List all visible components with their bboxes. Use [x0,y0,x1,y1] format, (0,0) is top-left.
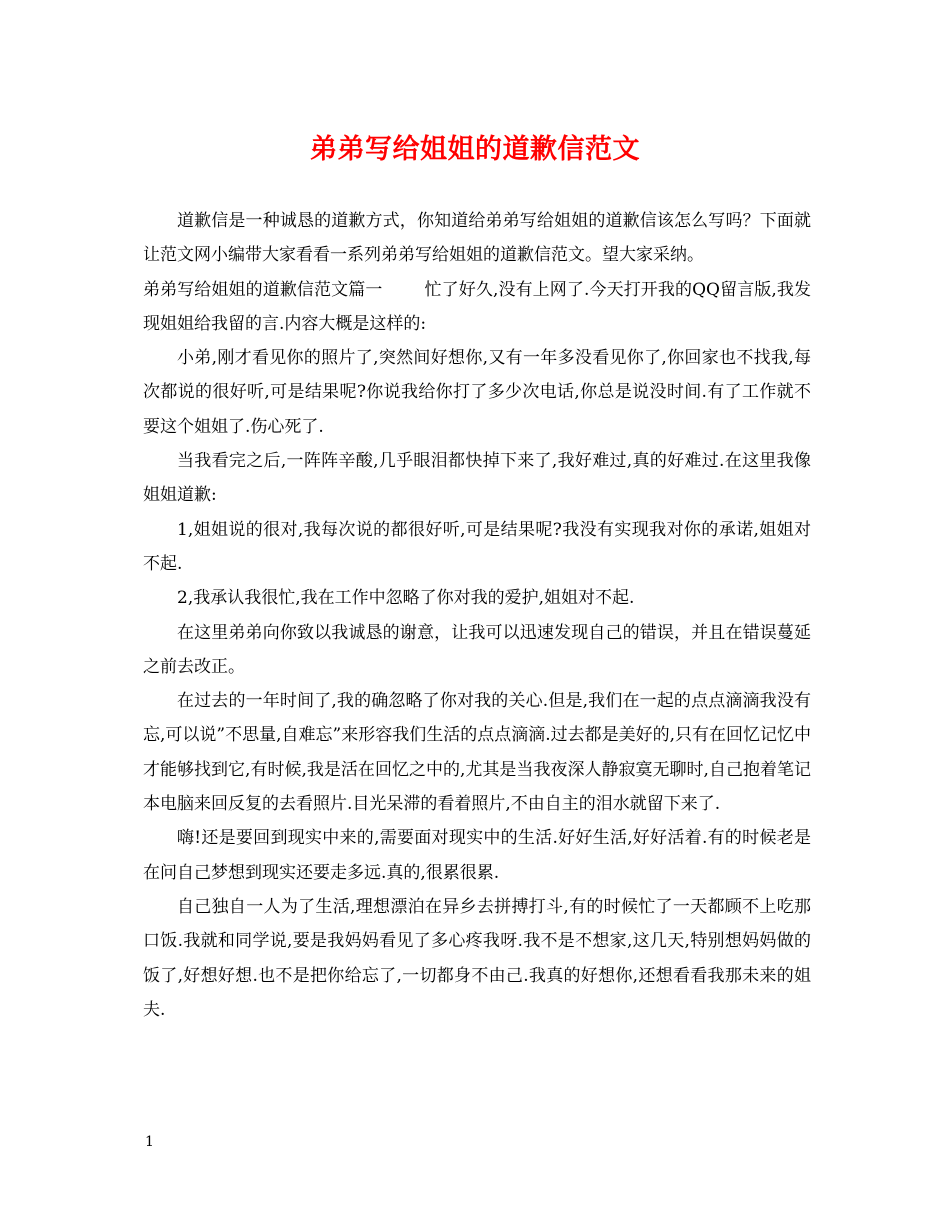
document-body [143,204,811,1027]
page-number: 1 [145,1134,154,1150]
body-paragraph: 1,姐姐说的很对,我每次说的都很好听,可是结果呢?我没有实现我对你的承诺,姐姐对不起. [143,519,811,574]
body-paragraph: 当我看完之后,一阵阵辛酸,几乎眼泪都快掉下来了,我好难过,真的好难过.在这里我像姐姐道歉: [143,451,811,506]
body-paragraph: 在这里弟弟向你致以我诚恳的谢意，让我可以迅速发现自己的错误，并且在错误蔓延之前去改正。 [143,622,811,677]
section-paragraph [143,273,811,342]
body-paragraph: 2,我承认我很忙,我在工作中忽略了你对我的爱护,姐姐对不起. [177,588,635,609]
section-first-text: 忙了好久,没有上网了.今天打开我的QQ留言版,我发现姐姐给我留的言.内容大概是这样的: [143,279,812,334]
body-paragraph: 嗨!还是要回到现实中来的,需要面对现实中的生活.好好生活,好好活着.有的时候老是在问自己梦想到现实还要走多远.真的,很累很累. [143,828,811,883]
document-title: 弟弟写给姐姐的道歉信范文 [310,134,640,165]
body-paragraph: 在过去的一年时间了,我的确忽略了你对我的关心.但是,我们在一起的点点滴滴我没有忘,可以说”不思量,自难忘”来形容我们生活的点点滴滴.过去都是美好的,只有在回忆记忆中才能够找到它,有时候,我是活在回忆之中的,尤其是当我夜深人静寂寞无聊时,自己抱着笔记本电脑来回反复的去看照片.目光呆滞的看着照片,不由自主的泪水就留下来了. [143,691,811,815]
body-paragraph: 自己独自一人为了生活,理想漂泊在异乡去拼搏打斗,有的时候忙了一天都顾不上吃那口饭.我就和同学说,要是我妈妈看见了多心疼我呀.我不是不想家,这几天,特别想妈妈做的饭了,好想好想.也不是把你给忘了,一切都身不由己.我真的好想你,还想看看我那未来的姐夫. [143,896,811,1020]
intro-paragraph: 道歉信是一种诚恳的道歉方式，你知道给弟弟写给姐姐的道歉信该怎么写吗？下面就让范文网小编带大家看看一系列弟弟写给姐姐的道歉信范文。望大家采纳。 [143,211,811,266]
section-heading: 弟弟写给姐姐的道歉信范文篇一 [143,279,383,300]
body-paragraph: 小弟,刚才看见你的照片了,突然间好想你,又有一年多没看见你了,你回家也不找我,每次都说的很好听,可是结果呢?你说我给你打了多少次电话,你总是说没时间.有了工作就不要这个姐姐了.伤心死了. [143,348,811,437]
